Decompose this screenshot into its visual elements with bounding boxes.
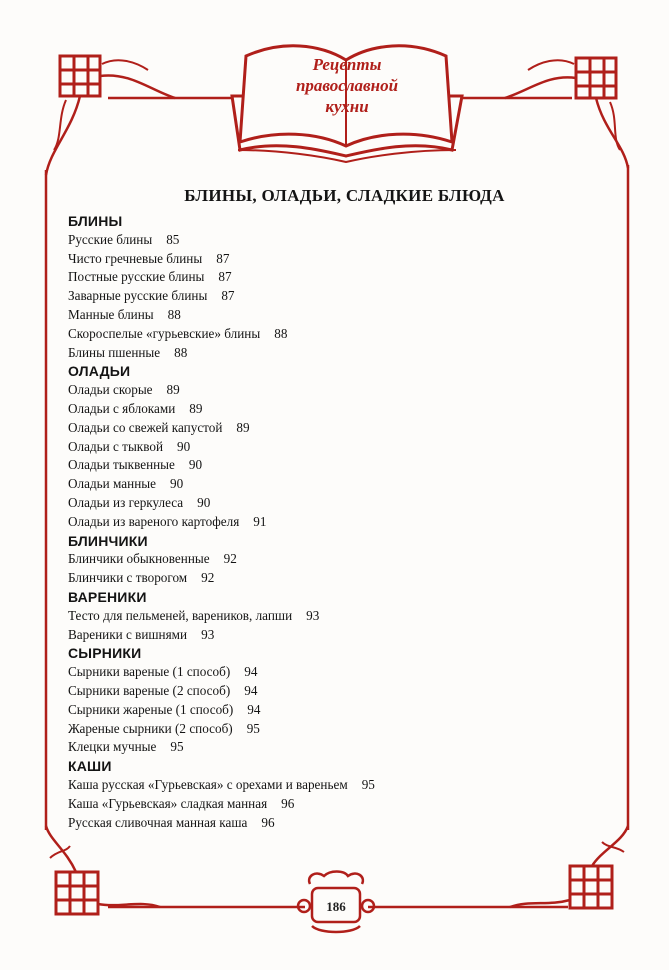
toc-entry-title: Оладьи скорые	[68, 382, 153, 398]
toc-entry-title: Оладьи из вареного картофеля	[68, 513, 240, 529]
book-emblem-line: православной	[295, 76, 399, 95]
toc-entry-title: Русская сливочная манная каша	[68, 814, 248, 830]
section-heading: БЛИНЧИКИ	[68, 532, 148, 549]
toc-entry-page: 96	[261, 814, 275, 830]
toc-entry-title: Скороспелые «гурьевские» блины	[68, 325, 261, 341]
toc-entry[interactable]	[68, 513, 538, 532]
toc-entry-title: Сырники вареные (2 способ)	[68, 682, 231, 698]
toc-entry[interactable]	[68, 268, 538, 287]
toc-entry-page: 93	[306, 607, 320, 623]
toc-entry-page: 95	[170, 739, 184, 755]
toc-entry-title: Жареные сырники (2 способ)	[68, 720, 233, 736]
toc-entry-title: Русские блины	[68, 231, 153, 247]
section-heading: БЛИНЫ	[68, 213, 123, 229]
toc-entry[interactable]	[68, 381, 538, 400]
toc-entry-title: Оладьи тыквенные	[68, 457, 175, 473]
toc-entry[interactable]	[68, 720, 538, 739]
toc-entry[interactable]	[68, 231, 538, 250]
toc-entry-page: 91	[253, 513, 267, 529]
toc-entry-title: Сырники вареные (1 способ)	[68, 664, 231, 680]
section-heading: СЫРНИКИ	[68, 645, 142, 662]
toc-entry-title: Оладьи с тыквой	[68, 438, 164, 454]
section-heading: ВАРЕНИКИ	[68, 588, 147, 605]
toc-entry-page: 94	[244, 664, 258, 680]
toc-entry-title: Оладьи с яблоками	[68, 400, 176, 416]
toc-entry[interactable]	[68, 682, 538, 701]
toc-entry-page: 92	[201, 570, 215, 586]
corner-knot-top-right	[505, 58, 628, 168]
toc-entry-title: Клецки мучные	[68, 739, 157, 755]
toc-entry-page: 88	[174, 344, 188, 360]
toc-entry[interactable]	[68, 306, 538, 325]
toc-entry[interactable]	[68, 569, 538, 588]
toc-entry-title: Блинчики с творогом	[68, 570, 188, 586]
toc-entry-title: Каша «Гурьевская» сладкая манная	[68, 795, 268, 811]
toc-entry-page: 87	[216, 250, 230, 266]
page-title: БЛИНЫ, ОЛАДЬИ, СЛАДКИЕ БЛЮДА	[184, 186, 505, 205]
toc-entry-page: 87	[218, 269, 232, 285]
toc-entry-page: 94	[247, 701, 261, 717]
corner-knot-bottom-right	[510, 826, 628, 908]
toc-entry-page: 92	[223, 551, 237, 567]
book-emblem-line: кухни	[325, 97, 369, 116]
toc-entry-title: Оладьи из геркулеса	[68, 494, 184, 510]
toc-entry-page: 87	[221, 288, 235, 304]
toc-entry-page: 89	[236, 419, 250, 435]
book-emblem-line: Рецепты	[312, 55, 382, 74]
toc-entry-title: Заварные русские блины	[68, 288, 208, 304]
toc-entry-page: 95	[246, 720, 260, 736]
toc-entry-page: 88	[167, 306, 181, 322]
toc-entry[interactable]	[68, 738, 538, 757]
toc-entry[interactable]	[68, 814, 538, 833]
toc-entry[interactable]	[68, 626, 538, 645]
toc-entry-title: Чисто гречневые блины	[68, 250, 203, 266]
toc-entry-page: 89	[166, 382, 180, 398]
toc-entry-page: 90	[177, 438, 191, 454]
toc-entry[interactable]	[68, 607, 538, 626]
corner-knot-bottom-left	[46, 826, 160, 914]
toc-entry[interactable]	[68, 701, 538, 720]
book-emblem-title	[286, 54, 408, 117]
toc-entry[interactable]	[68, 400, 538, 419]
toc-entry-title: Оладьи со свежей капустой	[68, 419, 223, 435]
toc-entry[interactable]	[68, 438, 538, 457]
table-of-contents	[68, 212, 538, 832]
toc-entry[interactable]	[68, 475, 538, 494]
toc-entry[interactable]	[68, 776, 538, 795]
toc-entry-title: Блины пшенные	[68, 344, 161, 360]
toc-entry-title: Вареники с вишнями	[68, 626, 188, 642]
toc-entry-page: 95	[361, 776, 375, 792]
toc-entry[interactable]	[68, 344, 538, 363]
toc-entry-page: 89	[189, 400, 203, 416]
toc-entry-page: 94	[244, 682, 258, 698]
toc-entry-page: 93	[201, 626, 215, 642]
toc-entry-title: Постные русские блины	[68, 269, 205, 285]
toc-entry[interactable]	[68, 250, 538, 269]
corner-knot-top-left	[46, 56, 175, 175]
toc-entry-page: 90	[188, 457, 203, 473]
toc-entry[interactable]	[68, 494, 538, 513]
toc-entry-title: Блинчики обыкновенные	[68, 551, 210, 567]
toc-entry[interactable]	[68, 795, 538, 814]
section-heading: КАШИ	[68, 758, 112, 775]
toc-entry-title: Сырники жареные (1 способ)	[68, 701, 234, 717]
toc-entry[interactable]	[68, 287, 538, 306]
toc-entry-title: Оладьи манные	[68, 476, 156, 492]
toc-entry[interactable]	[68, 419, 538, 438]
section-heading: ОЛАДЬИ	[68, 363, 131, 380]
toc-entry[interactable]	[68, 663, 538, 682]
toc-entry-title: Тесто для пельменей, вареников, лапши	[68, 607, 293, 623]
toc-entry-page: 85	[166, 231, 180, 247]
toc-entry[interactable]	[68, 325, 538, 344]
page-number: 186	[326, 899, 346, 914]
toc-entry[interactable]	[68, 456, 538, 475]
toc-entry[interactable]	[68, 550, 538, 569]
toc-entry-title: Манные блины	[68, 306, 154, 322]
toc-entry-page: 96	[281, 795, 295, 811]
toc-entry-page: 90	[169, 476, 184, 492]
toc-entry-page: 88	[274, 325, 288, 341]
toc-entry-title: Каша русская «Гурьевская» с орехами и вареньем	[68, 776, 348, 792]
toc-entry-page: 90	[197, 494, 211, 510]
